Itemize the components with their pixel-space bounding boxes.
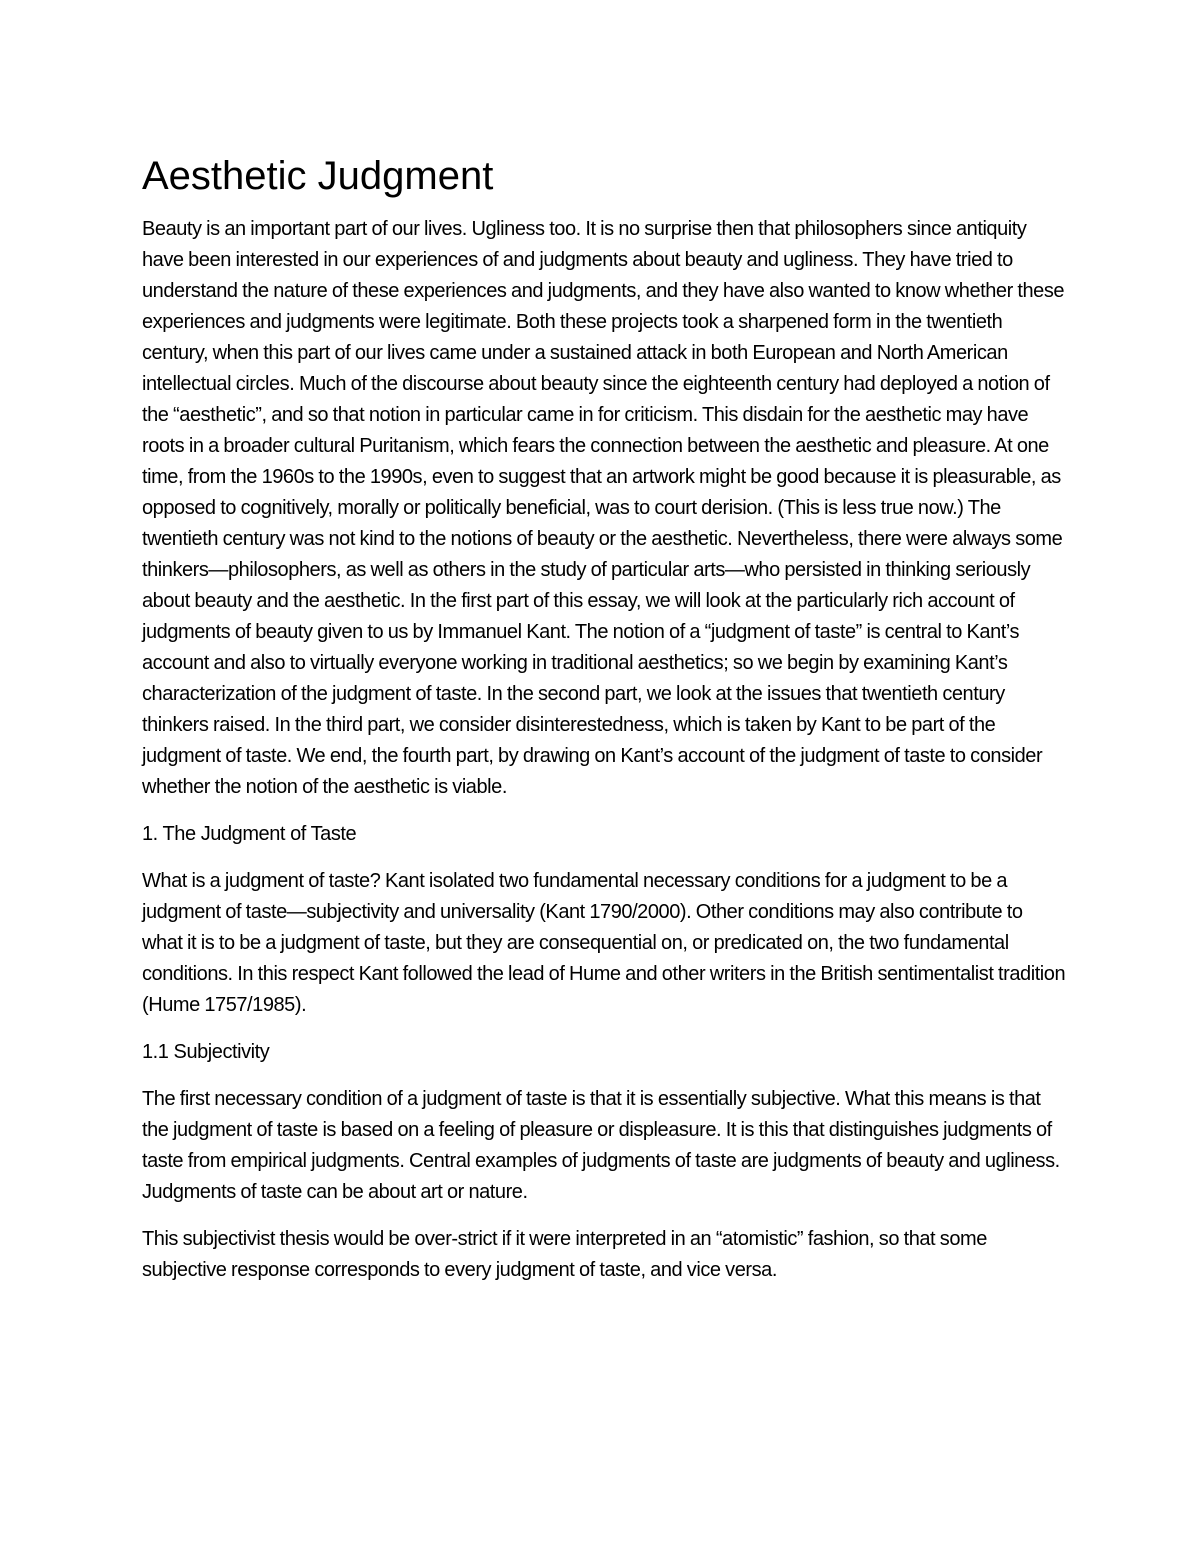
section-paragraph-judgment-of-taste: What is a judgment of taste? Kant isolated two fundamental necessary conditions for a judgment to be a judgment of taste—subjectivity and universality (Kant 1790/2000). Other conditions may also contribute to what it is to be a judgment of taste, but they are consequential on, or predicated on, the two fundamental conditions. In this respect Kant followed the lead of Hume and other writers in the British sentimentalist tradition (Hume 1757/1985). bbox=[142, 870, 1066, 1016]
subsection-paragraph-subjectivity-2: This subjectivist thesis would be over-strict if it were interpreted in an “atomistic” fashion, so that some subjective response corresponds to every judgment of taste, and vice versa. bbox=[142, 1228, 987, 1281]
document-title: Aesthetic Judgment bbox=[142, 154, 494, 198]
intro-paragraph: Beauty is an important part of our lives. Ugliness too. It is no surprise then that philosophers since antiquity have been interested in our experiences of and judgments about beauty and ugliness. They have tried to understand the nature of these experiences and judgments, and they have also wanted to know whether these experiences and judgments were legitimate. Both these projects took a sharpened form in the twentieth century, when this part of our lives came under a sustained attack in both European and North American intellectual circles. Much of the discourse about beauty since the eighteenth century had deployed a notion of the “aesthetic”, and so that notion in particular came in for criticism. This disdain for the aesthetic may have roots in a broader cultural Puritanism, which fears the connection between the aesthetic and pleasure. At one time, from the 1960s to the 1990s, even to suggest that an artwork might be good because it is pleasurable, as opposed to cognitively, morally or politically beneficial, was to court derision. (This is less true now.) The twentieth century was not kind to the notions of beauty or the aesthetic. Nevertheless, there were always some thinkers—philosophers, as well as others in the study of particular arts—who persisted in thinking seriously about beauty and the aesthetic. In the first part of this essay, we will look at the particularly rich account of judgments of beauty given to us by Immanuel Kant. The notion of a “judgment of taste” is central to Kant’s account and also to virtually everyone working in traditional aesthetics; so we begin by examining Kant’s characterization of the judgment of taste. In the second part, we look at the issues that twentieth century thinkers raised. In the third part, we consider disinterestedness, which is taken by Kant to be part of the judgment of taste. We end, the fourth part, by drawing on Kant’s account of the judgment of taste to consider whether the notion of the aesthetic is viable. bbox=[142, 218, 1065, 798]
subsection-paragraph-subjectivity-1: The first necessary condition of a judgment of taste is that it is essentially subjective. What this means is that the judgment of taste is based on a feeling of pleasure or displeasure. It is this that distinguishes judgments of taste from empirical judgments. Central examples of judgments of taste are judgments of beauty and ugliness. Judgments of taste can be about art or nature. bbox=[142, 1088, 1060, 1203]
document-page bbox=[142, 148, 1067, 1302]
section-heading-judgment-of-taste: 1. The Judgment of Taste bbox=[142, 823, 357, 845]
subsection-heading-subjectivity: 1.1 Subjectivity bbox=[142, 1041, 270, 1063]
